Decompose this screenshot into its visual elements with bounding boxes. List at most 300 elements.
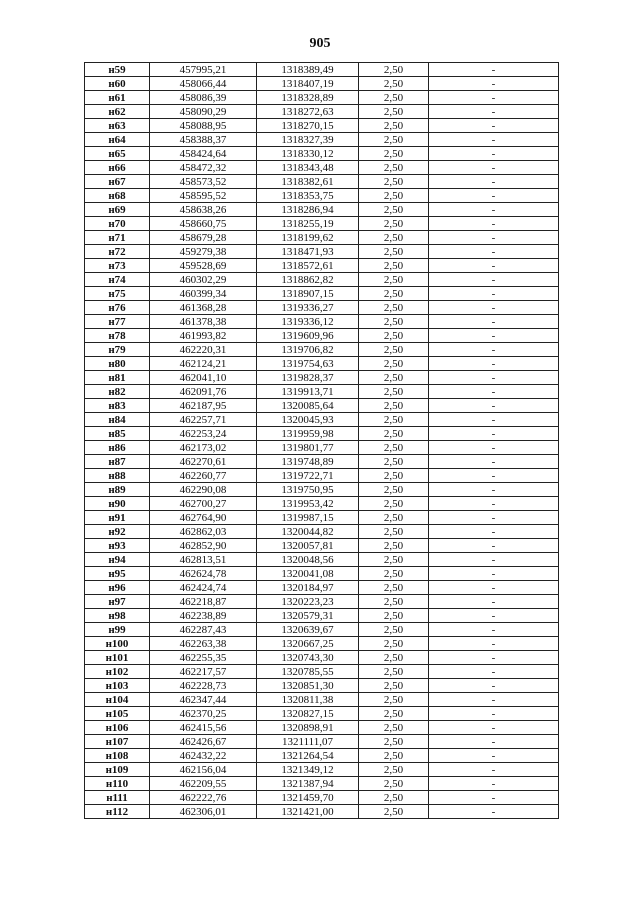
error-cell: 2,50 xyxy=(359,679,429,693)
point-id-cell: н82 xyxy=(85,385,150,399)
point-id-cell: н64 xyxy=(85,133,150,147)
y-coordinate-cell: 1321387,94 xyxy=(257,777,359,791)
x-coordinate-cell: 462764,90 xyxy=(150,511,257,525)
description-cell: - xyxy=(429,511,559,525)
error-cell: 2,50 xyxy=(359,371,429,385)
description-cell: - xyxy=(429,161,559,175)
point-id-cell: н95 xyxy=(85,567,150,581)
table-row xyxy=(85,63,559,77)
point-id-cell: н105 xyxy=(85,707,150,721)
error-cell: 2,50 xyxy=(359,105,429,119)
x-coordinate-cell: 462041,10 xyxy=(150,371,257,385)
table-row xyxy=(85,329,559,343)
description-cell: - xyxy=(429,749,559,763)
table-row xyxy=(85,385,559,399)
x-coordinate-cell: 458388,37 xyxy=(150,133,257,147)
point-id-cell: н65 xyxy=(85,147,150,161)
error-cell: 2,50 xyxy=(359,147,429,161)
error-cell: 2,50 xyxy=(359,189,429,203)
y-coordinate-cell: 1318330,12 xyxy=(257,147,359,161)
x-coordinate-cell: 462228,73 xyxy=(150,679,257,693)
y-coordinate-cell: 1318327,39 xyxy=(257,133,359,147)
error-cell: 2,50 xyxy=(359,707,429,721)
point-id-cell: н108 xyxy=(85,749,150,763)
error-cell: 2,50 xyxy=(359,637,429,651)
error-cell: 2,50 xyxy=(359,791,429,805)
y-coordinate-cell: 1319959,98 xyxy=(257,427,359,441)
error-cell: 2,50 xyxy=(359,763,429,777)
y-coordinate-cell: 1320044,82 xyxy=(257,525,359,539)
error-cell: 2,50 xyxy=(359,413,429,427)
description-cell: - xyxy=(429,119,559,133)
description-cell: - xyxy=(429,231,559,245)
table-row xyxy=(85,203,559,217)
description-cell: - xyxy=(429,595,559,609)
x-coordinate-cell: 462432,22 xyxy=(150,749,257,763)
table-row xyxy=(85,357,559,371)
error-cell: 2,50 xyxy=(359,749,429,763)
point-id-cell: н94 xyxy=(85,553,150,567)
point-id-cell: н100 xyxy=(85,637,150,651)
y-coordinate-cell: 1320057,81 xyxy=(257,539,359,553)
error-cell: 2,50 xyxy=(359,651,429,665)
x-coordinate-cell: 462624,78 xyxy=(150,567,257,581)
table-row xyxy=(85,665,559,679)
x-coordinate-cell: 462263,38 xyxy=(150,637,257,651)
x-coordinate-cell: 462257,71 xyxy=(150,413,257,427)
y-coordinate-cell: 1320898,91 xyxy=(257,721,359,735)
error-cell: 2,50 xyxy=(359,623,429,637)
y-coordinate-cell: 1318407,19 xyxy=(257,77,359,91)
table-row xyxy=(85,77,559,91)
error-cell: 2,50 xyxy=(359,441,429,455)
description-cell: - xyxy=(429,777,559,791)
y-coordinate-cell: 1321349,12 xyxy=(257,763,359,777)
coordinates-table-body xyxy=(85,63,559,819)
table-row xyxy=(85,637,559,651)
point-id-cell: н111 xyxy=(85,791,150,805)
point-id-cell: н83 xyxy=(85,399,150,413)
error-cell: 2,50 xyxy=(359,63,429,77)
point-id-cell: н84 xyxy=(85,413,150,427)
table-row xyxy=(85,147,559,161)
error-cell: 2,50 xyxy=(359,259,429,273)
error-cell: 2,50 xyxy=(359,609,429,623)
description-cell: - xyxy=(429,245,559,259)
x-coordinate-cell: 462209,55 xyxy=(150,777,257,791)
y-coordinate-cell: 1321264,54 xyxy=(257,749,359,763)
x-coordinate-cell: 462255,35 xyxy=(150,651,257,665)
x-coordinate-cell: 461378,38 xyxy=(150,315,257,329)
page-number: 905 xyxy=(309,36,331,51)
y-coordinate-cell: 1320041,08 xyxy=(257,567,359,581)
point-id-cell: н69 xyxy=(85,203,150,217)
error-cell: 2,50 xyxy=(359,483,429,497)
y-coordinate-cell: 1319987,15 xyxy=(257,511,359,525)
error-cell: 2,50 xyxy=(359,217,429,231)
error-cell: 2,50 xyxy=(359,525,429,539)
point-id-cell: н67 xyxy=(85,175,150,189)
description-cell: - xyxy=(429,609,559,623)
point-id-cell: н109 xyxy=(85,763,150,777)
point-id-cell: н88 xyxy=(85,469,150,483)
x-coordinate-cell: 462426,67 xyxy=(150,735,257,749)
point-id-cell: н74 xyxy=(85,273,150,287)
description-cell: - xyxy=(429,651,559,665)
point-id-cell: н102 xyxy=(85,665,150,679)
point-id-cell: н107 xyxy=(85,735,150,749)
table-row xyxy=(85,399,559,413)
table-row xyxy=(85,441,559,455)
point-id-cell: н59 xyxy=(85,63,150,77)
x-coordinate-cell: 460399,34 xyxy=(150,287,257,301)
y-coordinate-cell: 1320851,30 xyxy=(257,679,359,693)
table-row xyxy=(85,539,559,553)
error-cell: 2,50 xyxy=(359,119,429,133)
error-cell: 2,50 xyxy=(359,343,429,357)
description-cell: - xyxy=(429,357,559,371)
point-id-cell: н85 xyxy=(85,427,150,441)
y-coordinate-cell: 1320743,30 xyxy=(257,651,359,665)
table-row xyxy=(85,763,559,777)
point-id-cell: н78 xyxy=(85,329,150,343)
description-cell: - xyxy=(429,427,559,441)
table-row xyxy=(85,777,559,791)
table-row xyxy=(85,245,559,259)
description-cell: - xyxy=(429,189,559,203)
y-coordinate-cell: 1320579,31 xyxy=(257,609,359,623)
y-coordinate-cell: 1319913,71 xyxy=(257,385,359,399)
error-cell: 2,50 xyxy=(359,329,429,343)
y-coordinate-cell: 1320811,38 xyxy=(257,693,359,707)
table-row xyxy=(85,273,559,287)
point-id-cell: н98 xyxy=(85,609,150,623)
table-row xyxy=(85,175,559,189)
x-coordinate-cell: 462370,25 xyxy=(150,707,257,721)
point-id-cell: н97 xyxy=(85,595,150,609)
description-cell: - xyxy=(429,343,559,357)
description-cell: - xyxy=(429,791,559,805)
point-id-cell: н87 xyxy=(85,455,150,469)
point-id-cell: н91 xyxy=(85,511,150,525)
x-coordinate-cell: 462187,95 xyxy=(150,399,257,413)
point-id-cell: н63 xyxy=(85,119,150,133)
x-coordinate-cell: 458472,32 xyxy=(150,161,257,175)
x-coordinate-cell: 458424,64 xyxy=(150,147,257,161)
y-coordinate-cell: 1318255,19 xyxy=(257,217,359,231)
point-id-cell: н112 xyxy=(85,805,150,819)
table-row xyxy=(85,217,559,231)
table-row xyxy=(85,553,559,567)
error-cell: 2,50 xyxy=(359,455,429,469)
description-cell: - xyxy=(429,399,559,413)
point-id-cell: н92 xyxy=(85,525,150,539)
error-cell: 2,50 xyxy=(359,245,429,259)
y-coordinate-cell: 1318286,94 xyxy=(257,203,359,217)
y-coordinate-cell: 1318343,48 xyxy=(257,161,359,175)
error-cell: 2,50 xyxy=(359,77,429,91)
x-coordinate-cell: 461993,82 xyxy=(150,329,257,343)
x-coordinate-cell: 462813,51 xyxy=(150,553,257,567)
x-coordinate-cell: 459279,38 xyxy=(150,245,257,259)
description-cell: - xyxy=(429,175,559,189)
y-coordinate-cell: 1318382,61 xyxy=(257,175,359,189)
point-id-cell: н89 xyxy=(85,483,150,497)
table-row xyxy=(85,455,559,469)
y-coordinate-cell: 1320223,23 xyxy=(257,595,359,609)
y-coordinate-cell: 1320639,67 xyxy=(257,623,359,637)
y-coordinate-cell: 1319706,82 xyxy=(257,343,359,357)
table-row xyxy=(85,371,559,385)
table-row xyxy=(85,497,559,511)
x-coordinate-cell: 462270,61 xyxy=(150,455,257,469)
y-coordinate-cell: 1318862,82 xyxy=(257,273,359,287)
description-cell: - xyxy=(429,77,559,91)
x-coordinate-cell: 458088,95 xyxy=(150,119,257,133)
description-cell: - xyxy=(429,469,559,483)
x-coordinate-cell: 462124,21 xyxy=(150,357,257,371)
error-cell: 2,50 xyxy=(359,665,429,679)
description-cell: - xyxy=(429,637,559,651)
error-cell: 2,50 xyxy=(359,301,429,315)
point-id-cell: н110 xyxy=(85,777,150,791)
table-row xyxy=(85,623,559,637)
error-cell: 2,50 xyxy=(359,357,429,371)
table-row xyxy=(85,707,559,721)
description-cell: - xyxy=(429,371,559,385)
table-row xyxy=(85,161,559,175)
error-cell: 2,50 xyxy=(359,805,429,819)
x-coordinate-cell: 462091,76 xyxy=(150,385,257,399)
point-id-cell: н104 xyxy=(85,693,150,707)
x-coordinate-cell: 462220,31 xyxy=(150,343,257,357)
error-cell: 2,50 xyxy=(359,91,429,105)
table-row xyxy=(85,427,559,441)
error-cell: 2,50 xyxy=(359,539,429,553)
point-id-cell: н68 xyxy=(85,189,150,203)
x-coordinate-cell: 458086,39 xyxy=(150,91,257,105)
point-id-cell: н71 xyxy=(85,231,150,245)
error-cell: 2,50 xyxy=(359,581,429,595)
point-id-cell: н72 xyxy=(85,245,150,259)
table-row xyxy=(85,595,559,609)
error-cell: 2,50 xyxy=(359,427,429,441)
table-row xyxy=(85,581,559,595)
error-cell: 2,50 xyxy=(359,161,429,175)
error-cell: 2,50 xyxy=(359,511,429,525)
table-row xyxy=(85,483,559,497)
description-cell: - xyxy=(429,707,559,721)
point-id-cell: н73 xyxy=(85,259,150,273)
y-coordinate-cell: 1321421,00 xyxy=(257,805,359,819)
table-row xyxy=(85,651,559,665)
description-cell: - xyxy=(429,623,559,637)
y-coordinate-cell: 1318353,75 xyxy=(257,189,359,203)
error-cell: 2,50 xyxy=(359,231,429,245)
description-cell: - xyxy=(429,581,559,595)
point-id-cell: н66 xyxy=(85,161,150,175)
x-coordinate-cell: 462700,27 xyxy=(150,497,257,511)
y-coordinate-cell: 1318270,15 xyxy=(257,119,359,133)
error-cell: 2,50 xyxy=(359,315,429,329)
error-cell: 2,50 xyxy=(359,735,429,749)
point-id-cell: н93 xyxy=(85,539,150,553)
description-cell: - xyxy=(429,63,559,77)
point-id-cell: н76 xyxy=(85,301,150,315)
error-cell: 2,50 xyxy=(359,273,429,287)
table-row xyxy=(85,413,559,427)
y-coordinate-cell: 1319801,77 xyxy=(257,441,359,455)
table-row xyxy=(85,91,559,105)
y-coordinate-cell: 1319953,42 xyxy=(257,497,359,511)
description-cell: - xyxy=(429,413,559,427)
point-id-cell: н103 xyxy=(85,679,150,693)
x-coordinate-cell: 462260,77 xyxy=(150,469,257,483)
error-cell: 2,50 xyxy=(359,721,429,735)
error-cell: 2,50 xyxy=(359,693,429,707)
x-coordinate-cell: 462222,76 xyxy=(150,791,257,805)
x-coordinate-cell: 458090,29 xyxy=(150,105,257,119)
description-cell: - xyxy=(429,203,559,217)
description-cell: - xyxy=(429,147,559,161)
point-id-cell: н80 xyxy=(85,357,150,371)
point-id-cell: н79 xyxy=(85,343,150,357)
x-coordinate-cell: 462424,74 xyxy=(150,581,257,595)
table-row xyxy=(85,231,559,245)
x-coordinate-cell: 462173,02 xyxy=(150,441,257,455)
point-id-cell: н99 xyxy=(85,623,150,637)
error-cell: 2,50 xyxy=(359,553,429,567)
x-coordinate-cell: 458660,75 xyxy=(150,217,257,231)
description-cell: - xyxy=(429,329,559,343)
description-cell: - xyxy=(429,497,559,511)
description-cell: - xyxy=(429,567,559,581)
table-row xyxy=(85,525,559,539)
point-id-cell: н90 xyxy=(85,497,150,511)
table-row xyxy=(85,805,559,819)
y-coordinate-cell: 1320085,64 xyxy=(257,399,359,413)
x-coordinate-cell: 462852,90 xyxy=(150,539,257,553)
y-coordinate-cell: 1321459,70 xyxy=(257,791,359,805)
x-coordinate-cell: 462253,24 xyxy=(150,427,257,441)
table-row xyxy=(85,469,559,483)
y-coordinate-cell: 1319336,27 xyxy=(257,301,359,315)
description-cell: - xyxy=(429,721,559,735)
description-cell: - xyxy=(429,665,559,679)
description-cell: - xyxy=(429,385,559,399)
table-row xyxy=(85,343,559,357)
x-coordinate-cell: 460302,29 xyxy=(150,273,257,287)
point-id-cell: н62 xyxy=(85,105,150,119)
y-coordinate-cell: 1319609,96 xyxy=(257,329,359,343)
description-cell: - xyxy=(429,105,559,119)
x-coordinate-cell: 462415,56 xyxy=(150,721,257,735)
description-cell: - xyxy=(429,301,559,315)
coordinates-table xyxy=(84,62,559,819)
point-id-cell: н61 xyxy=(85,91,150,105)
y-coordinate-cell: 1318199,62 xyxy=(257,231,359,245)
table-row xyxy=(85,679,559,693)
table-row xyxy=(85,567,559,581)
error-cell: 2,50 xyxy=(359,385,429,399)
description-cell: - xyxy=(429,315,559,329)
y-coordinate-cell: 1318572,61 xyxy=(257,259,359,273)
error-cell: 2,50 xyxy=(359,497,429,511)
y-coordinate-cell: 1321111,07 xyxy=(257,735,359,749)
x-coordinate-cell: 457995,21 xyxy=(150,63,257,77)
y-coordinate-cell: 1318328,89 xyxy=(257,91,359,105)
error-cell: 2,50 xyxy=(359,175,429,189)
description-cell: - xyxy=(429,525,559,539)
x-coordinate-cell: 462347,44 xyxy=(150,693,257,707)
y-coordinate-cell: 1318471,93 xyxy=(257,245,359,259)
x-coordinate-cell: 458066,44 xyxy=(150,77,257,91)
table-row xyxy=(85,301,559,315)
table-row xyxy=(85,749,559,763)
table-row xyxy=(85,721,559,735)
x-coordinate-cell: 462290,08 xyxy=(150,483,257,497)
table-row xyxy=(85,119,559,133)
description-cell: - xyxy=(429,455,559,469)
point-id-cell: н77 xyxy=(85,315,150,329)
x-coordinate-cell: 459528,69 xyxy=(150,259,257,273)
y-coordinate-cell: 1319336,12 xyxy=(257,315,359,329)
y-coordinate-cell: 1319754,63 xyxy=(257,357,359,371)
error-cell: 2,50 xyxy=(359,469,429,483)
error-cell: 2,50 xyxy=(359,399,429,413)
description-cell: - xyxy=(429,693,559,707)
y-coordinate-cell: 1318389,49 xyxy=(257,63,359,77)
y-coordinate-cell: 1320827,15 xyxy=(257,707,359,721)
x-coordinate-cell: 462306,01 xyxy=(150,805,257,819)
y-coordinate-cell: 1319748,89 xyxy=(257,455,359,469)
error-cell: 2,50 xyxy=(359,567,429,581)
description-cell: - xyxy=(429,217,559,231)
table-row xyxy=(85,735,559,749)
description-cell: - xyxy=(429,763,559,777)
point-id-cell: н70 xyxy=(85,217,150,231)
point-id-cell: н106 xyxy=(85,721,150,735)
table-row xyxy=(85,105,559,119)
y-coordinate-cell: 1319828,37 xyxy=(257,371,359,385)
point-id-cell: н81 xyxy=(85,371,150,385)
table-row xyxy=(85,315,559,329)
y-coordinate-cell: 1320045,93 xyxy=(257,413,359,427)
error-cell: 2,50 xyxy=(359,133,429,147)
description-cell: - xyxy=(429,735,559,749)
error-cell: 2,50 xyxy=(359,203,429,217)
error-cell: 2,50 xyxy=(359,595,429,609)
description-cell: - xyxy=(429,553,559,567)
table-row xyxy=(85,259,559,273)
description-cell: - xyxy=(429,441,559,455)
description-cell: - xyxy=(429,133,559,147)
description-cell: - xyxy=(429,91,559,105)
point-id-cell: н101 xyxy=(85,651,150,665)
x-coordinate-cell: 458679,28 xyxy=(150,231,257,245)
x-coordinate-cell: 458573,52 xyxy=(150,175,257,189)
point-id-cell: н75 xyxy=(85,287,150,301)
x-coordinate-cell: 462238,89 xyxy=(150,609,257,623)
description-cell: - xyxy=(429,483,559,497)
error-cell: 2,50 xyxy=(359,287,429,301)
description-cell: - xyxy=(429,287,559,301)
table-row xyxy=(85,511,559,525)
x-coordinate-cell: 458638,26 xyxy=(150,203,257,217)
table-row xyxy=(85,133,559,147)
y-coordinate-cell: 1320048,56 xyxy=(257,553,359,567)
table-row xyxy=(85,791,559,805)
